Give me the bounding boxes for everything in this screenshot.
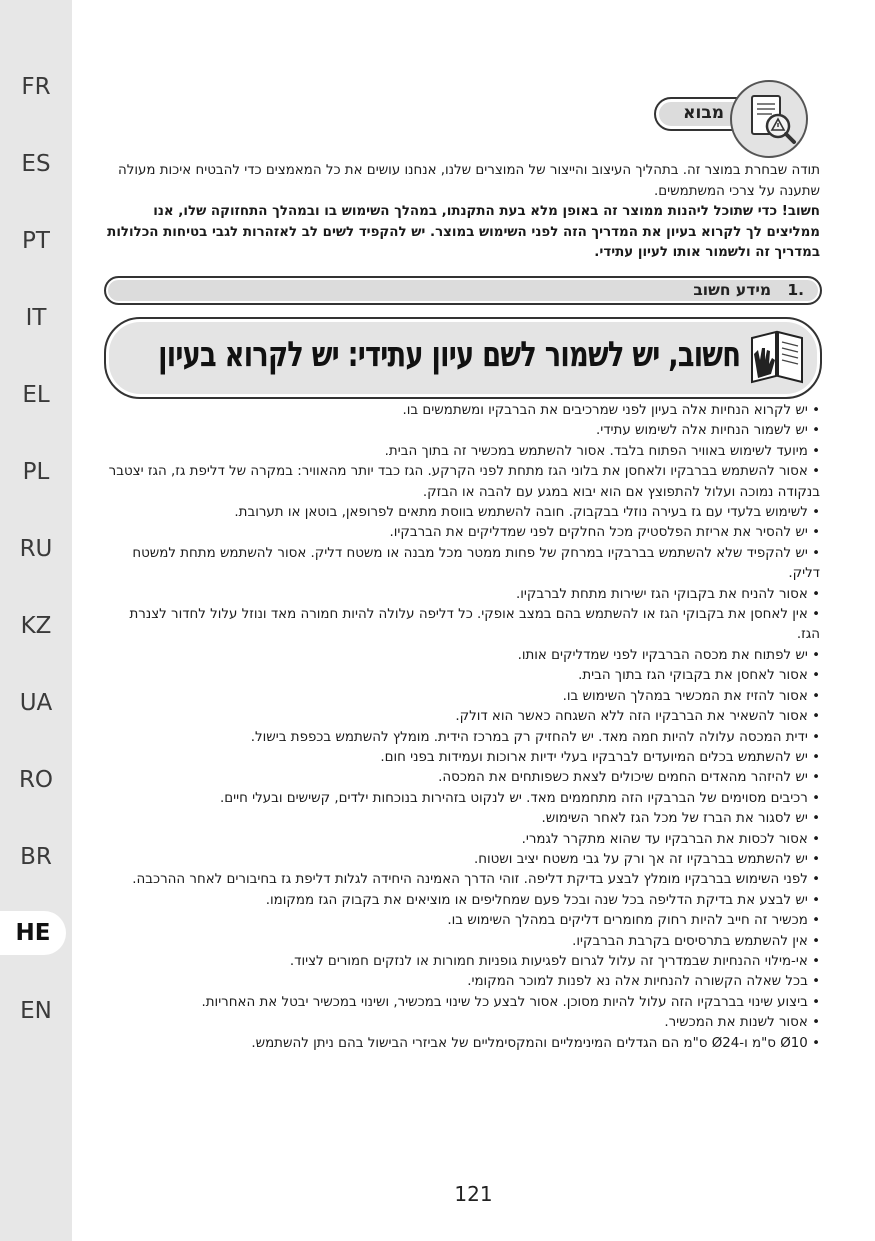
list-item-text: מכשיר זה חייב להיות רחוק מחומרים דליקים במהלך השימוש בו.	[447, 913, 808, 929]
bullet-marker: •	[812, 831, 820, 847]
bullet-marker: •	[812, 994, 820, 1010]
bullet-marker: •	[812, 749, 820, 765]
bullet-marker: •	[812, 668, 820, 684]
list-item	[104, 421, 820, 441]
bullet-marker: •	[812, 1015, 820, 1031]
list-item-text: לפני השימוש בברבקיו מומלץ לבצע בדיקת דליפה. זוהי הדרך האמינה היחידה לגלות דליפת גז בחיבורים לאחר ההרכבה.	[132, 872, 808, 888]
list-item-text: יש לפתוח את מכסה הברבקיו לפני שמדליקים אותו.	[517, 647, 808, 663]
list-item-text: יש להיזהר מהאדים החמים שיכולים לצאת כשפותחים את המכסה.	[438, 770, 808, 786]
lang-tab-ru[interactable]: RU	[19, 536, 53, 562]
list-item	[104, 666, 820, 686]
safety-instructions-list	[104, 401, 820, 1054]
bullet-marker: •	[812, 403, 820, 418]
lang-tab-es[interactable]: ES	[21, 151, 51, 177]
bullet-marker: •	[812, 974, 820, 990]
list-item	[104, 768, 820, 788]
lang-tab-el[interactable]: EL	[22, 382, 50, 408]
lang-tab-ua[interactable]: UA	[19, 690, 53, 716]
bullet-marker: •	[812, 709, 820, 725]
list-item	[104, 401, 820, 421]
lang-tab-pl[interactable]: PL	[22, 459, 50, 485]
bullet-marker: •	[812, 729, 820, 745]
list-item	[104, 972, 820, 992]
list-item-text: אין להשתמש בתרסיסים בקרבת הברבקיו.	[572, 933, 808, 949]
list-item	[104, 952, 820, 972]
lang-tab-ro[interactable]: RO	[18, 767, 54, 793]
bullet-marker: •	[812, 545, 820, 561]
list-item	[104, 748, 820, 768]
section-heading-important-info	[104, 276, 822, 305]
list-item-text: בכל שאלה הקשורה להנחיות אלה נא לפנות למוכר המקומי.	[467, 974, 808, 990]
list-item-text: אסור להזיז את המכשיר במהלך השימוש בו.	[562, 688, 808, 704]
bullet-marker: •	[812, 790, 820, 806]
list-item	[104, 605, 820, 646]
bullet-marker: •	[812, 1035, 820, 1051]
list-item	[104, 809, 820, 829]
bullet-marker: •	[812, 464, 820, 480]
list-item	[104, 891, 820, 911]
list-item	[104, 462, 820, 503]
list-item-text: יש להסיר את אריזת הפלסטיק מכל החלקים לפני שמדליקים את הברבקיו.	[389, 525, 808, 541]
list-item	[104, 870, 820, 890]
bullet-marker: •	[812, 688, 820, 704]
language-sidebar	[0, 0, 72, 1241]
bullet-marker: •	[812, 586, 820, 602]
page-number: 121	[454, 1182, 493, 1206]
list-item-text: מיועד לשימוש באוויר הפתוח בלבד. אסור להשתמש במכשיר זה בתוך הבית.	[384, 443, 808, 459]
warning-banner	[104, 317, 822, 399]
list-item-text: רכיבים מסוימים של הברבקיו הזה מתחממים מאד. יש לנקוט בזהירות בנוכחות ילדים, קשישים ובעלי חיים.	[219, 790, 808, 806]
section-title-text: מידע חשוב	[693, 281, 772, 299]
intro-heading-label: מבוא	[683, 103, 724, 123]
list-item-text: אי-מילוי ההנחיות שבמדריך זה עלול לגרום לפגיעות גופניות חמורות או לנזקים חמורים לציוד.	[289, 953, 808, 969]
list-item	[104, 442, 820, 462]
list-item	[104, 850, 820, 870]
list-item-text: יש לבצע את בדיקת הדליפה בכל שנה ובכל פעם שמחליפים או מוציאים את בקבוק הגז ממקומו.	[265, 892, 808, 908]
bullet-marker: •	[812, 892, 820, 908]
list-item-text: אסור להניח את בקבוקי הגז ישירות מתחת לברבקיו.	[515, 586, 808, 602]
list-item-text: יש להשתמש בברבקיו זה אך ורק על גבי משטח יציב ושטוח.	[473, 851, 808, 867]
bullet-marker: •	[812, 770, 820, 786]
list-item-text: אסור לאחסן את בקבוקי הגז בתוך הבית.	[578, 668, 808, 684]
list-item-text: אסור לשנות את המכשיר.	[664, 1015, 808, 1031]
intro-text	[104, 161, 820, 264]
bullet-marker: •	[812, 505, 820, 521]
list-item-text: אסור להשתמש בברבקיו ולאחסן את בלוני הגז מתחת לפני הקרקע. הגז כבד יותר מהאוויר: במקרה של דליפת גז, הגז יצטבר בנקודה נמוכה ועלול להתפוצץ אם הוא יבוא במגע עם להבה או הבזק.	[108, 464, 820, 500]
list-item	[104, 523, 820, 543]
hand-on-book-icon	[744, 324, 810, 390]
bullet-marker: •	[812, 647, 820, 663]
lang-tab-br[interactable]: BR	[20, 844, 52, 870]
list-item	[104, 646, 820, 666]
intro-important-paragraph: חשוב! כדי שתוכל ליהנות ממוצר זה באופן מלא בעת התקנתו, במהלך השימוש בו ובמהלך התחזוקה שלו, אנו ממליצים לך לקרוא בעיון את המדריך הזה לפני השימוש במוצר. יש להקפיד לשים לב לאזהרות לגבי בטיחות הכלולות במדריך זה ולשמור אותו לעיון עתידי.	[107, 204, 820, 260]
bullet-marker: •	[812, 443, 820, 459]
list-item	[104, 687, 820, 707]
list-item-text: יש להשתמש בכלים המיועדים לברבקיו בעלי ידיות ארוכות ועמידות בפני חום.	[380, 749, 808, 765]
bullet-marker: •	[812, 811, 820, 827]
list-item-text: יש לקרוא הנחיות אלה בעיון לפני שמרכיבים את הברבקיו ומשתמשים בו.	[402, 403, 808, 418]
list-item	[104, 1034, 820, 1054]
section-title	[693, 281, 804, 299]
lang-tab-it[interactable]: IT	[25, 305, 47, 331]
list-item-text: לשימוש בלעדי עם גז בעירה נוזלי בבקבוק. חובה להשתמש בווסת מתאים לפרופאן, בוטאן או תערובת.	[234, 505, 808, 521]
bullet-marker: •	[812, 953, 820, 969]
bullet-marker: •	[812, 933, 820, 949]
lang-tab-kz[interactable]: KZ	[20, 613, 52, 639]
list-item	[104, 544, 820, 585]
section-number: .1	[787, 281, 804, 299]
bullet-marker: •	[812, 851, 820, 867]
list-item	[104, 993, 820, 1013]
list-item	[104, 1013, 820, 1033]
lang-tab-en[interactable]: EN	[20, 998, 52, 1024]
list-item	[104, 728, 820, 748]
bullet-marker: •	[812, 525, 820, 541]
list-item-text: יש להקפיד שלא להשתמש בברבקיו במרחק של פחות ממטר מכל מבנה או משטח דליק. אסור להשתמש מתחת למשטח דליק.	[132, 545, 820, 582]
list-item	[104, 503, 820, 523]
list-item-text: ידית המכסה עלולה להיות חמה מאד. יש להחזיק רק במרכז הידית. מומלץ להשתמש בכפפת בישול.	[250, 729, 808, 745]
list-item	[104, 585, 820, 605]
bullet-marker: •	[812, 607, 820, 623]
list-item	[104, 911, 820, 931]
lang-tab-he-active[interactable]: HE	[0, 911, 66, 955]
bullet-marker: •	[812, 423, 820, 439]
bullet-marker: •	[812, 872, 820, 888]
intro-paragraph: תודה שבחרת במוצר זה. בתהליך העיצוב והייצור של המוצרים שלנו, אנחנו עושים את כל המאמצים כדי להבטיח איכות מעולה שתענה על צרכי המשתמשים.	[117, 163, 820, 199]
list-item	[104, 932, 820, 952]
list-item-text: יש לסגור את הברז של מכל הגז לאחר השימוש.	[541, 811, 808, 827]
list-item-text: יש לשמור הנחיות אלה לשימוש עתידי.	[595, 423, 808, 439]
list-item	[104, 707, 820, 727]
lang-tab-fr[interactable]: FR	[21, 74, 51, 100]
list-item-text: ביצוע שינוי בברבקיו הזה עלול להיות מסוכן. אסור לבצע כל שינוי במכשיר, ושינוי במכשיר יבטל את האחריות.	[201, 994, 808, 1010]
list-item-text: Ø10 ס"מ ו-Ø24 ס"מ הם הגדלים המינימליים והמקסימליים של אביזרי הבישול בהם ניתן להשתמש.	[251, 1035, 808, 1051]
bullet-marker: •	[812, 913, 820, 929]
warning-title: חשוב, יש לשמור לשם עיון עתידי: יש לקרוא בעיון	[157, 335, 740, 375]
list-item	[104, 789, 820, 809]
lang-tab-pt[interactable]: PT	[22, 228, 50, 254]
document-magnifier-icon	[730, 80, 808, 158]
list-item-text: אין לאחסן את בקבוקי הגז או להשתמש בהם במצב אופקי. כל דליפה עלולה להיות חמורה מאד ונוזל עלול לחדור לצנרת הגז.	[129, 607, 820, 643]
list-item	[104, 830, 820, 850]
list-item-text: אסור לכסות את הברבקיו עד שהוא מתקרר לגמרי.	[521, 831, 808, 847]
list-item-text: אסור להשאיר את הברבקיו הזה ללא השגחה כאשר הוא דולק.	[455, 709, 808, 725]
